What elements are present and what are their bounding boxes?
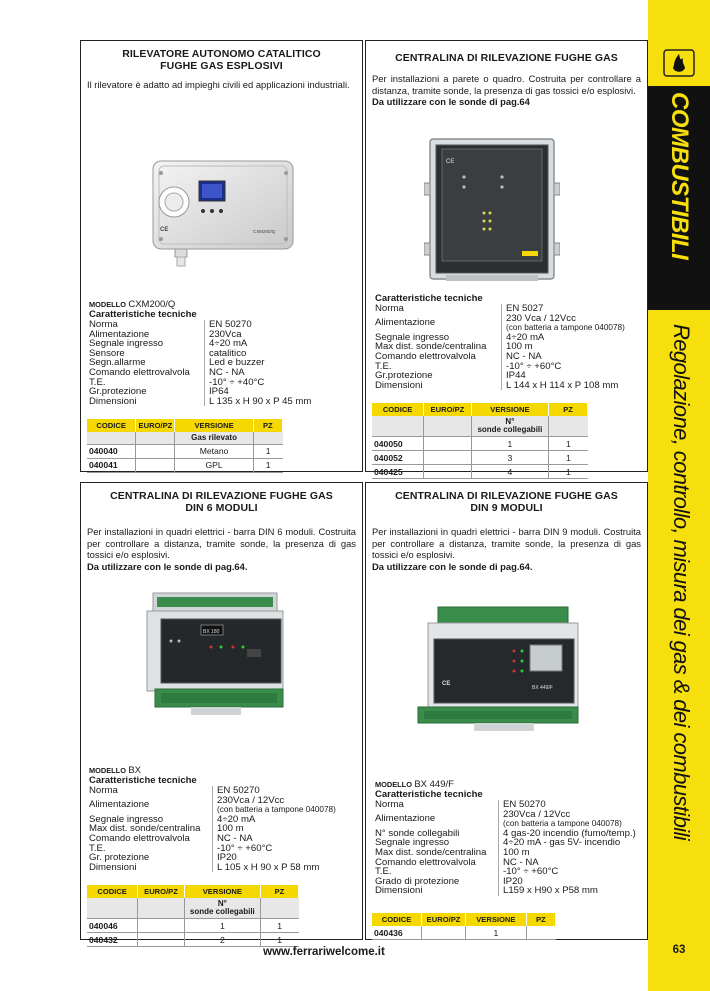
product-title: CENTRALINA DI RILEVAZIONE FUGHE GAS bbox=[395, 52, 618, 64]
spec-value: NC - NA bbox=[506, 350, 542, 362]
spec-value: 4÷20 mA bbox=[217, 813, 256, 825]
gas-detector-image bbox=[149, 159, 299, 269]
spec-value: -10° ÷ +60°C bbox=[506, 360, 562, 372]
spec-key: N° sonde collegabili bbox=[375, 829, 499, 839]
description-bold: Da utilizzare con le sonde di pag.64 bbox=[372, 96, 530, 108]
table-row bbox=[87, 458, 283, 472]
description-text: Per installazioni a parete o quadro. Costruita per controllare a distanza, tramite sonde, la presenza di gas tossici e/o esplosivi. bbox=[372, 73, 641, 96]
table-row bbox=[372, 926, 556, 940]
spec-value: 100 m bbox=[506, 341, 533, 353]
spec-key: Gr.protezione bbox=[375, 371, 502, 381]
version-cell: 1 bbox=[471, 437, 549, 451]
spec-table bbox=[375, 800, 636, 896]
spec-key: Alimentazione bbox=[375, 314, 502, 333]
spec-key: Norma bbox=[89, 786, 213, 796]
spec-value-note: (con batteria a tampone 040078) bbox=[506, 323, 625, 333]
description-text: Per installazioni in quadri elettrici - barra DIN 9 moduli. Costruita per controllare a distanza, tramite sonde, la presenza di gas tossici e/o esplosivi. bbox=[372, 526, 641, 561]
version-cell: 3 bbox=[471, 451, 549, 465]
code-cell: 040046 bbox=[87, 919, 138, 933]
svg-text:CE: CE bbox=[160, 227, 169, 233]
version-cell: GPL bbox=[175, 458, 253, 472]
code-cell: 040040 bbox=[87, 444, 136, 458]
spec-value: EN 50270 bbox=[209, 319, 252, 330]
table-row bbox=[372, 465, 588, 479]
code-cell: 040052 bbox=[372, 451, 424, 465]
spec-key: Norma bbox=[89, 320, 205, 330]
spec-table bbox=[89, 786, 336, 872]
category-sidebar bbox=[648, 0, 710, 991]
codes-table bbox=[87, 885, 299, 947]
spec-key: Segnale ingresso bbox=[89, 815, 213, 825]
spec-value: EN 50270 bbox=[503, 799, 546, 810]
col-header-codice: CODICE bbox=[372, 403, 424, 416]
spec-value: L159 x H90 x P58 mm bbox=[503, 885, 598, 897]
svg-text:CE: CE bbox=[442, 681, 451, 687]
spec-key: Gr.protezione bbox=[89, 387, 205, 397]
table-row bbox=[87, 919, 299, 933]
spec-value: EN 50270 bbox=[217, 785, 260, 796]
code-cell: 040432 bbox=[87, 933, 138, 947]
category-label: COMBUSTIBILI bbox=[666, 92, 693, 260]
device-label: BX 180 bbox=[203, 629, 220, 635]
col-header-euro: EURO/PZ bbox=[138, 885, 185, 898]
spec-heading: Caratteristiche tecniche bbox=[375, 789, 483, 800]
product-panel-centralina-parete bbox=[365, 40, 648, 477]
spec-key: Max dist. sonde/centralina bbox=[375, 342, 502, 352]
spec-value: 230Vca bbox=[209, 328, 242, 340]
spec-value: L 144 x H 114 x P 108 mm bbox=[506, 379, 619, 391]
spec-value: L 105 x H 90 x P 58 mm bbox=[217, 861, 320, 873]
product-title bbox=[81, 490, 362, 514]
footer-url[interactable]: www.ferrariwelcome.it bbox=[263, 946, 385, 958]
spec-value bbox=[499, 810, 636, 829]
spec-key: Comando elettrovalvola bbox=[89, 368, 205, 378]
din-module-large-image bbox=[414, 603, 584, 733]
product-panel-bx-din6 bbox=[80, 482, 363, 945]
pz-cell: 1 bbox=[549, 451, 588, 465]
code-cell: 040050 bbox=[372, 437, 424, 451]
spec-key: T.E. bbox=[375, 362, 502, 372]
version-cell: 1 bbox=[466, 926, 527, 940]
spec-value: -10° ÷ +40°C bbox=[209, 376, 265, 388]
pz-cell: 1 bbox=[253, 458, 282, 472]
col-header-codice: CODICE bbox=[87, 885, 138, 898]
price-cell bbox=[422, 926, 466, 940]
spec-key: Dimensioni bbox=[375, 886, 499, 896]
spec-key: Max dist. sonde/centralina bbox=[375, 848, 499, 858]
version-cell: 1 bbox=[184, 919, 260, 933]
pz-cell: 1 bbox=[260, 919, 298, 933]
product-title bbox=[81, 48, 362, 72]
spec-value bbox=[502, 314, 625, 333]
spec-value: 4÷20 mA bbox=[506, 331, 545, 343]
flame-logo-icon bbox=[662, 44, 696, 78]
product-image bbox=[424, 133, 560, 283]
product-image bbox=[141, 589, 301, 717]
subheader bbox=[184, 898, 260, 919]
spec-key: Sensore bbox=[89, 349, 205, 359]
spec-value: IP64 bbox=[209, 386, 229, 398]
page-number: 63 bbox=[672, 944, 686, 956]
pz-cell: 1 bbox=[549, 437, 588, 451]
spec-value: -10° ÷ +60°C bbox=[503, 866, 559, 878]
spec-heading: Caratteristiche tecniche bbox=[89, 775, 197, 786]
din-module-image bbox=[141, 589, 301, 717]
title-line: DIN 6 MODULI bbox=[185, 502, 258, 514]
spec-value: IP20 bbox=[503, 875, 523, 887]
spec-heading: Caratteristiche tecniche bbox=[375, 293, 483, 304]
spec-heading: Caratteristiche tecniche bbox=[89, 309, 197, 320]
table-row bbox=[87, 444, 283, 458]
spec-key: Comando elettrovalvola bbox=[89, 834, 213, 844]
price-cell bbox=[138, 919, 185, 933]
spec-value: 100 m bbox=[217, 823, 244, 835]
product-description bbox=[372, 526, 641, 572]
pz-cell bbox=[526, 926, 555, 940]
spec-value-main: 230 Vca / 12Vcc bbox=[506, 312, 576, 324]
product-title bbox=[366, 490, 647, 514]
col-header-euro: EURO/PZ bbox=[424, 403, 471, 416]
col-header-pz: PZ bbox=[526, 913, 555, 926]
device-label: CXM200/Q bbox=[253, 229, 276, 234]
col-header-pz: PZ bbox=[260, 885, 298, 898]
spec-key: Segnale ingresso bbox=[375, 838, 499, 848]
title-line: FUGHE GAS ESPLOSIVI bbox=[160, 60, 283, 72]
spec-value: 4÷20 mA bbox=[209, 338, 248, 350]
spec-key: Comando elettrovalvola bbox=[375, 352, 502, 362]
spec-key: T.E. bbox=[375, 867, 499, 877]
spec-value-note: (con batteria a tampone 040078) bbox=[217, 805, 336, 815]
product-image bbox=[414, 603, 584, 733]
price-cell bbox=[138, 933, 185, 947]
product-panel-cxm200 bbox=[80, 40, 363, 472]
svg-text:CE: CE bbox=[446, 159, 455, 165]
subheader-line: sonde collegabili bbox=[189, 907, 255, 916]
table-row bbox=[87, 933, 299, 947]
model-name: BX bbox=[128, 765, 142, 776]
spec-value: 100 m bbox=[503, 846, 530, 858]
version-cell: 4 bbox=[471, 465, 549, 479]
product-description bbox=[372, 73, 641, 108]
device-label: BX 449/F bbox=[532, 685, 553, 691]
model-name: CXM200/Q bbox=[128, 299, 176, 310]
col-header-versione: VERSIONE bbox=[466, 913, 527, 926]
spec-value-main: 230Vca / 12Vcc bbox=[503, 808, 571, 820]
code-cell: 040041 bbox=[87, 458, 136, 472]
spec-key: Alimentazione bbox=[89, 330, 205, 340]
description-text: Per installazioni in quadri elettrici - barra DIN 6 moduli. Costruita per controllare a distanza, tramite sonde, la presenza di gas tossici e/o esplosivi. bbox=[87, 526, 356, 561]
subheader-line: sonde collegabili bbox=[477, 425, 543, 434]
sidebar-subtitle: Regolazione, controllo, misura dei gas & dei combustibili bbox=[669, 324, 694, 841]
codes-table bbox=[87, 419, 283, 473]
spec-key: Segnale ingresso bbox=[375, 333, 502, 343]
spec-key: Segnale ingresso bbox=[89, 339, 205, 349]
spec-key: Dimensioni bbox=[89, 397, 205, 407]
spec-value: EN 5027 bbox=[506, 303, 544, 314]
spec-key: T.E. bbox=[89, 844, 213, 854]
price-cell bbox=[136, 444, 175, 458]
spec-value: NC - NA bbox=[209, 366, 245, 378]
spec-key: Grado di protezione bbox=[375, 877, 499, 887]
subheader bbox=[471, 416, 549, 437]
subheader: Gas rilevato bbox=[175, 432, 253, 444]
spec-value: IP20 bbox=[217, 852, 237, 864]
spec-key: Gr. protezione bbox=[89, 853, 213, 863]
title-line: CENTRALINA DI RILEVAZIONE FUGHE GAS bbox=[110, 490, 333, 502]
code-cell: 040425 bbox=[372, 465, 424, 479]
col-header-euro: EURO/PZ bbox=[136, 419, 175, 432]
spec-value: 4÷20 mA - gas 5V- incendio bbox=[503, 837, 621, 849]
spec-key: T.E. bbox=[89, 378, 205, 388]
col-header-pz: PZ bbox=[253, 419, 282, 432]
subheader-line: N° bbox=[505, 416, 515, 426]
wall-control-unit-image bbox=[424, 133, 560, 283]
spec-value-main: 230Vca / 12Vcc bbox=[217, 794, 285, 806]
price-cell bbox=[424, 451, 471, 465]
col-header-euro: EURO/PZ bbox=[422, 913, 466, 926]
table-row bbox=[372, 451, 588, 465]
pz-cell: 1 bbox=[260, 933, 298, 947]
col-header-pz: PZ bbox=[549, 403, 588, 416]
spec-key: Norma bbox=[375, 304, 502, 314]
model-name: BX 449/F bbox=[414, 779, 454, 790]
spec-key: Comando elettrovalvola bbox=[375, 858, 499, 868]
price-cell bbox=[136, 458, 175, 472]
spec-key: Segn.allarme bbox=[89, 358, 205, 368]
spec-value bbox=[213, 796, 336, 815]
table-row bbox=[372, 437, 588, 451]
pz-cell: 1 bbox=[549, 465, 588, 479]
title-line: RILEVATORE AUTONOMO CATALITICO bbox=[122, 48, 321, 60]
col-header-codice: CODICE bbox=[372, 913, 422, 926]
spec-key: Max dist. sonde/centralina bbox=[89, 824, 213, 834]
spec-key: Norma bbox=[375, 800, 499, 810]
product-description bbox=[87, 526, 356, 572]
price-cell bbox=[424, 437, 471, 451]
model-prefix: MODELLO bbox=[89, 766, 126, 775]
col-header-versione: VERSIONE bbox=[471, 403, 549, 416]
spec-value: NC - NA bbox=[503, 856, 539, 868]
codes-table bbox=[372, 403, 588, 479]
col-header-versione: VERSIONE bbox=[175, 419, 253, 432]
product-panel-bx449f-din9 bbox=[365, 482, 648, 940]
spec-table bbox=[375, 304, 625, 390]
spec-value: 4 gas-20 incendio (fumo/temp.) bbox=[503, 827, 636, 839]
spec-value: catalitico bbox=[209, 347, 247, 359]
model-prefix: MODELLO bbox=[89, 300, 126, 309]
version-cell: Metano bbox=[175, 444, 253, 458]
product-description: Il rilevatore è adatto ad impieghi civili ed applicazioni industriali. bbox=[87, 79, 350, 90]
spec-key: Dimensioni bbox=[89, 863, 213, 873]
title-line: DIN 9 MODULI bbox=[470, 502, 543, 514]
pz-cell: 1 bbox=[253, 444, 282, 458]
spec-key: Dimensioni bbox=[375, 381, 502, 391]
spec-value: NC - NA bbox=[217, 832, 253, 844]
spec-value: IP44 bbox=[506, 370, 526, 382]
codes-table bbox=[372, 913, 556, 940]
price-cell bbox=[424, 465, 471, 479]
spec-value-note: (con batteria a tampone 040078) bbox=[503, 819, 622, 829]
spec-value: L 135 x H 90 x P 45 mm bbox=[209, 395, 312, 407]
title-line: CENTRALINA DI RILEVAZIONE FUGHE GAS bbox=[395, 490, 618, 502]
model-prefix: MODELLO bbox=[375, 780, 412, 789]
spec-key: Alimentazione bbox=[375, 810, 499, 829]
product-image bbox=[149, 159, 299, 269]
description-bold: Da utilizzare con le sonde di pag.64. bbox=[87, 560, 248, 572]
subheader-line: N° bbox=[217, 898, 227, 908]
version-cell: 2 bbox=[184, 933, 260, 947]
spec-value: -10° ÷ +60°C bbox=[217, 842, 273, 854]
code-cell: 040436 bbox=[372, 926, 422, 940]
description-bold: Da utilizzare con le sonde di pag.64. bbox=[372, 560, 533, 572]
col-header-codice: CODICE bbox=[87, 419, 136, 432]
col-header-versione: VERSIONE bbox=[184, 885, 260, 898]
spec-value: Led e buzzer bbox=[209, 357, 265, 369]
spec-key: Alimentazione bbox=[89, 796, 213, 815]
spec-table bbox=[89, 320, 311, 406]
